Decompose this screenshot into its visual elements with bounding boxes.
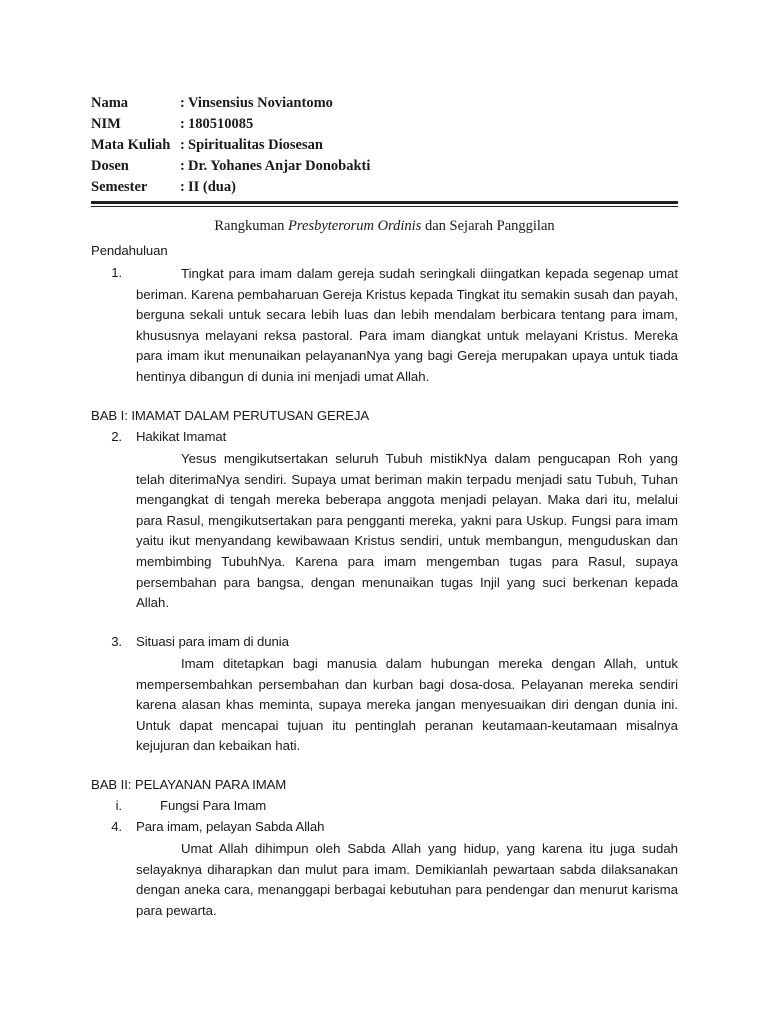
header-value: 180510085 [188,116,254,132]
header-row-semester [91,177,678,198]
header-label: Dosen [91,158,129,174]
intro-paragraph [136,264,678,388]
item-title-fungsi: Fungsi Para Imam [160,798,267,813]
item-number: 1. [111,265,122,280]
item-title-pelayan-sabda: Para imam, pelayan Sabda Allah [136,819,325,834]
document-page [91,93,678,918]
pelayan-sabda-paragraph [136,839,678,921]
paragraph-text: Imam ditetapkan bagi manusia dalam hubungan mereka dengan Allah, untuk mempersembahkan persembahan dan kurban bagi dosa-dosa. Pelayanan mereka sendiri karena alasan khas meminta, supaya mereka jangan menyesuaikan diri dengan dunia ini. Untuk dapat mencapai tujuan itu pentinglah peranan keutamaan-keutamaan misalnya kejujuran dan kebaikan hati. [136,656,678,754]
paragraph-text: Tingkat para imam dalam gereja sudah seringkali diingatkan kepada segenap umat beriman. Karena pembaharuan Gereja Kristus kepada Tingkat itu semakin susah dan payah, berguna sekali untuk secara lebih luas dan lebih mendalam berbicara tentang para imam, khususnya melayani reksa pastoral. Para imam diangkat untuk melayani Kristus. Mereka para imam ikut menunaikan pelayananNya yang bagi Gereja merupakan upaya untuk tiada hentinya dibangun di dunia ini menjadi umat Allah. [136,266,678,384]
title-suffix: dan Sejarah Panggilan [421,218,555,234]
header-colon: : [180,137,185,153]
header-value: II (dua) [188,179,236,195]
header-row-nim [91,114,678,135]
item-number: i. [115,798,122,813]
title-italic: Presbyterorum Ordinis [288,218,422,234]
header-row-lecturer [91,156,678,177]
item-number: 3. [111,634,122,649]
section-heading-bab2: BAB II: PELAYANAN PARA IMAM [91,777,287,792]
header-divider [91,201,678,207]
paragraph-text: Umat Allah dihimpun oleh Sabda Allah yang hidup, yang karena itu juga sudah selayaknya diharapkan dan mulut para imam. Demikianlah pewartaan sabda dilaksanakan dengan aneka cara, menanggapi berbagai kebutuhan para pendengar dan menurut karisma para pewarta. [136,841,678,918]
header-colon: : [180,95,185,111]
header-colon: : [180,116,185,132]
student-info-header [91,93,678,198]
section-heading-bab1: BAB I: IMAMAT DALAM PERUTUSAN GEREJA [91,408,370,423]
hakikat-paragraph [136,449,678,614]
section-heading-intro: Pendahuluan [91,243,168,258]
header-label: Mata Kuliah [91,137,171,153]
header-row-name [91,93,678,114]
item-title-situasi: Situasi para imam di dunia [136,634,289,649]
item-number: 2. [111,429,122,444]
header-colon: : [180,179,185,195]
header-row-course [91,135,678,156]
header-value: Vinsensius Noviantomo [188,95,333,111]
item-number: 4. [111,819,122,834]
document-title [91,218,678,238]
header-value: Spiritualitas Diosesan [188,137,323,153]
header-label: Semester [91,179,148,195]
header-label: Nama [91,95,129,111]
title-prefix: Rangkuman [214,218,289,234]
situasi-paragraph [136,654,678,757]
header-value: Dr. Yohanes Anjar Donobakti [188,158,371,174]
item-title-hakikat: Hakikat Imamat [136,429,227,444]
header-label: NIM [91,116,121,132]
header-colon: : [180,158,185,174]
paragraph-text: Yesus mengikutsertakan seluruh Tubuh mistikNya dalam pengucapan Roh yang telah diterimaNya sendiri. Supaya umat beriman makin terpadu menjadi satu Tubuh, Tuhan mengangkat di tengah mereka beberapa anggota menjadi pelayan. Maka dari itu, melalui para Rasul, mengikutsertakan para pengganti mereka, yakni para Uskup. Fungsi para imam yaitu ikut menyandang kewibawaan Kristus sendiri, untuk membangun, menguduskan dan membimbing TubuhNya. Karena para imam mengemban tugas para Rasul, supaya persembahan para bangsa, dengan menunaikan tugas Injil yang suci berkenan kepada Allah. [136,451,678,611]
